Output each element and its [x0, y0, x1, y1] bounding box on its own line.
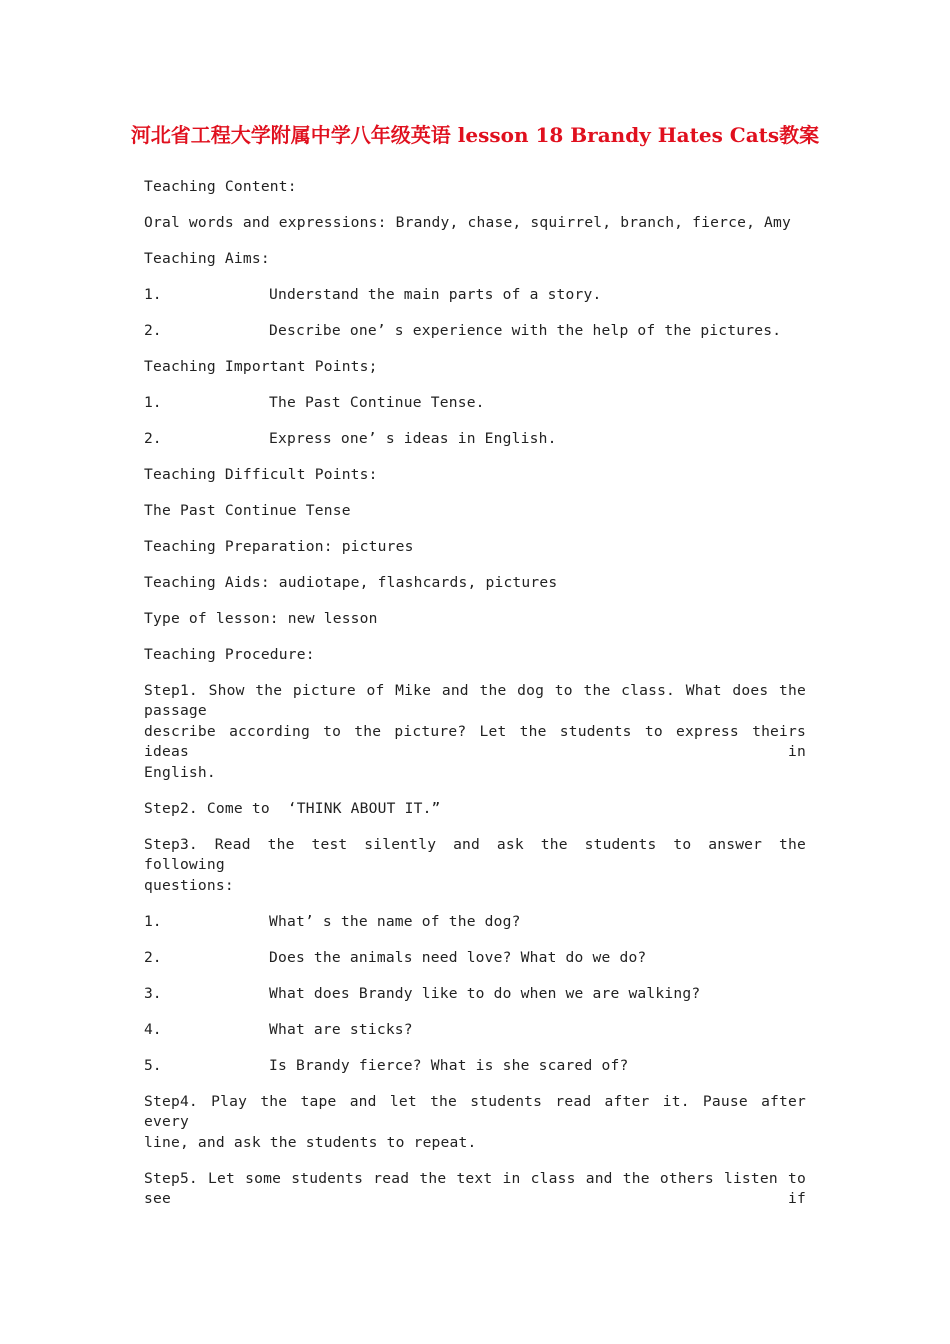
lesson-type: Type of lesson: new lesson — [144, 610, 378, 627]
step1-line: Step1. Show the picture of Mike and the dog to the class. What does the passage — [144, 682, 806, 719]
step1-line: English. — [144, 764, 216, 781]
important-points-heading: Teaching Important Points; — [144, 358, 378, 375]
teaching-aims-heading: Teaching Aims: — [144, 250, 270, 267]
step3-line: questions: — [144, 877, 234, 894]
aim-number: 1. — [144, 286, 162, 303]
step4-line: Step4. Play the tape and let the students read after it. Pause after every — [144, 1093, 806, 1130]
aim-number: 2. — [144, 322, 162, 339]
aim-text: Describe one’ s experience with the help of the pictures. — [269, 322, 782, 339]
question-text: What does Brandy like to do when we are walking? — [269, 985, 701, 1002]
teaching-aids: Teaching Aids: audiotape, flashcards, pictures — [144, 574, 558, 591]
difficult-points-heading: Teaching Difficult Points: — [144, 466, 378, 483]
document-title: 河北省工程大学附属中学八年级英语 lesson 18 Brandy Hates Cats教案 — [130, 123, 820, 147]
important-point-text: Express one’ s ideas in English. — [269, 430, 557, 447]
question-text: What’ s the name of the dog? — [269, 913, 521, 930]
question-text: What are sticks? — [269, 1021, 413, 1038]
question-number: 2. — [144, 949, 162, 966]
procedure-heading: Teaching Procedure: — [144, 646, 315, 663]
difficult-points-text: The Past Continue Tense — [144, 502, 351, 519]
step2-line: Step2. Come to ‘THINK ABOUT IT.” — [144, 800, 441, 817]
oral-words-line: Oral words and expressions: Brandy, chase, squirrel, branch, fierce, Amy — [144, 214, 792, 231]
question-number: 3. — [144, 985, 162, 1002]
important-point-number: 1. — [144, 394, 162, 411]
question-text: Is Brandy fierce? What is she scared of? — [269, 1057, 629, 1074]
step3-line: Step3. Read the test silently and ask the students to answer the following — [144, 836, 806, 873]
question-text: Does the animals need love? What do we do? — [269, 949, 647, 966]
teaching-preparation: Teaching Preparation: pictures — [144, 538, 414, 555]
step5-line: Step5. Let some students read the text in class and the others listen to see if — [144, 1170, 806, 1207]
question-number: 1. — [144, 913, 162, 930]
aim-text: Understand the main parts of a story. — [269, 286, 602, 303]
teaching-content-heading: Teaching Content: — [144, 178, 297, 195]
important-point-number: 2. — [144, 430, 162, 447]
step4-line: line, and ask the students to repeat. — [144, 1134, 477, 1151]
step1-line: describe according to the picture? Let the students to express theirs ideas in — [144, 723, 806, 760]
question-number: 5. — [144, 1057, 162, 1074]
question-number: 4. — [144, 1021, 162, 1038]
important-point-text: The Past Continue Tense. — [269, 394, 485, 411]
